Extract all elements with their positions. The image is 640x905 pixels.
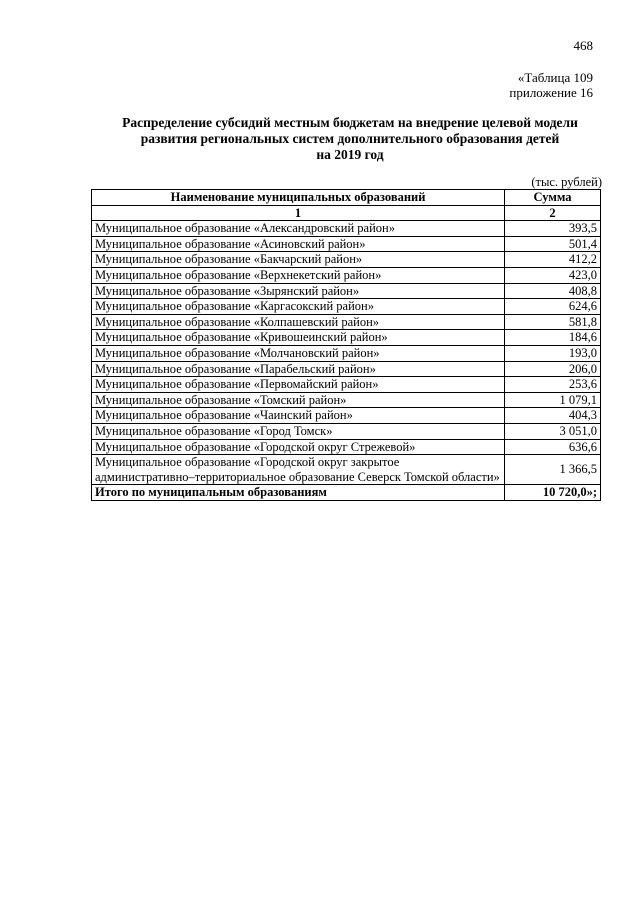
table-row — [92, 455, 601, 485]
municipality-name: Муниципальное образование «Городской округ закрытое административно–территориальное образование Северск Томской области» — [92, 455, 505, 485]
header-sum: Сумма — [505, 190, 601, 206]
subsidy-sum: 1 366,5 — [505, 455, 601, 485]
municipality-name: Муниципальное образование «Колпашевский район» — [92, 314, 505, 330]
page-number: 468 — [573, 38, 593, 53]
table-row — [92, 408, 601, 424]
table-row — [92, 423, 601, 439]
subsidy-sum: 3 051,0 — [505, 423, 601, 439]
subsidy-sum: 423,0 — [505, 267, 601, 283]
header-name: Наименование муниципальных образований — [92, 190, 505, 206]
appendix-number: приложение 16 — [509, 85, 593, 100]
subsidies-table — [91, 189, 601, 501]
table-row — [92, 377, 601, 393]
subsidy-sum: 184,6 — [505, 330, 601, 346]
units-label: (тыс. рублей) — [531, 175, 602, 189]
table-row — [92, 252, 601, 268]
table-row — [92, 267, 601, 283]
municipality-name: Муниципальное образование «Парабельский район» — [92, 361, 505, 377]
municipality-name: Муниципальное образование «Бакчарский район» — [92, 252, 505, 268]
title-line-1: Распределение субсидий местным бюджетам на внедрение целевой модели — [122, 115, 578, 130]
column-number-1: 1 — [92, 205, 505, 221]
municipality-name: Муниципальное образование «Каргасокский район» — [92, 299, 505, 315]
subsidy-sum: 1 079,1 — [505, 392, 601, 408]
subsidy-sum: 408,8 — [505, 283, 601, 299]
subsidy-sum: 412,2 — [505, 252, 601, 268]
table-row — [92, 221, 601, 237]
subsidy-sum: 624,6 — [505, 299, 601, 315]
header-row — [92, 190, 601, 206]
municipality-name: Муниципальное образование «Зырянский район» — [92, 283, 505, 299]
municipality-name: Муниципальное образование «Кривошеинский район» — [92, 330, 505, 346]
table-row — [92, 361, 601, 377]
subsidy-sum: 501,4 — [505, 236, 601, 252]
table-row — [92, 392, 601, 408]
municipality-name: Муниципальное образование «Городской округ Стрежевой» — [92, 439, 505, 455]
table-row — [92, 314, 601, 330]
subsidy-sum: 253,6 — [505, 377, 601, 393]
municipality-name: Муниципальное образование «Город Томск» — [92, 423, 505, 439]
municipality-name: Муниципальное образование «Асиновский район» — [92, 236, 505, 252]
title-line-3: на 2019 год — [316, 147, 384, 162]
total-label: Итого по муниципальным образованиям — [92, 485, 505, 501]
table-row — [92, 345, 601, 361]
total-row — [92, 485, 601, 501]
document-title — [60, 115, 640, 163]
title-line-2: развития региональных систем дополнительного образования детей — [140, 131, 560, 146]
total-sum: 10 720,0»; — [505, 485, 601, 501]
table-reference — [509, 70, 593, 100]
table-row — [92, 299, 601, 315]
column-number-row — [92, 205, 601, 221]
municipality-name: Муниципальное образование «Александровский район» — [92, 221, 505, 237]
subsidy-sum: 581,8 — [505, 314, 601, 330]
municipality-name: Муниципальное образование «Первомайский район» — [92, 377, 505, 393]
table-row — [92, 330, 601, 346]
municipality-name: Муниципальное образование «Томский район» — [92, 392, 505, 408]
municipality-name: Муниципальное образование «Чаинский район» — [92, 408, 505, 424]
subsidy-sum: 393,5 — [505, 221, 601, 237]
subsidy-sum: 206,0 — [505, 361, 601, 377]
subsidy-sum: 193,0 — [505, 345, 601, 361]
municipality-name: Муниципальное образование «Молчановский район» — [92, 345, 505, 361]
municipality-name: Муниципальное образование «Верхнекетский район» — [92, 267, 505, 283]
table-row — [92, 283, 601, 299]
table-row — [92, 439, 601, 455]
table-row — [92, 236, 601, 252]
subsidy-sum: 404,3 — [505, 408, 601, 424]
table-number: «Таблица 109 — [517, 70, 593, 85]
subsidy-sum: 636,6 — [505, 439, 601, 455]
table-body — [92, 221, 601, 485]
column-number-2: 2 — [505, 205, 601, 221]
